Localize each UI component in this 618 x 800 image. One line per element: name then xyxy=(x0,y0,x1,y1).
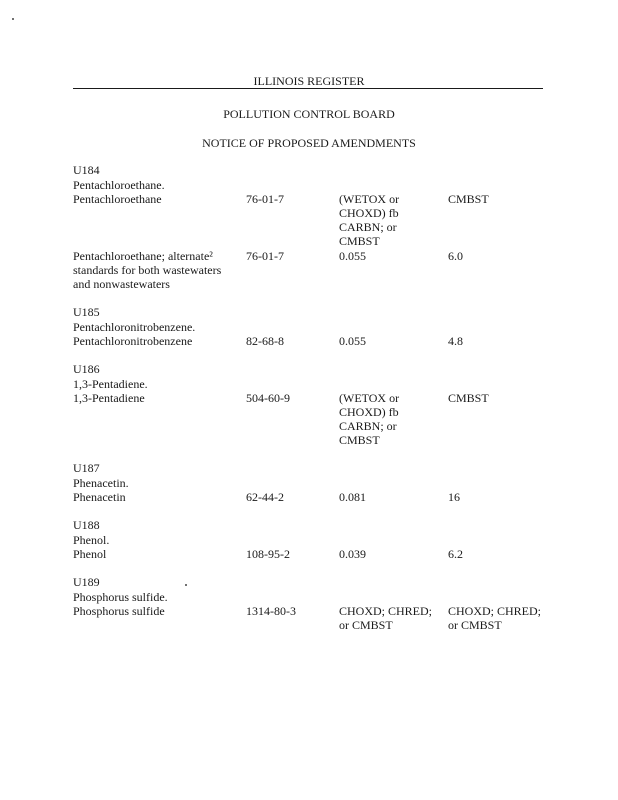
constituent-name: Phenacetin xyxy=(73,490,126,504)
nonwastewater-standard: 6.2 xyxy=(448,547,463,561)
cas-number: 504-60-9 xyxy=(246,391,290,405)
header-divider xyxy=(73,88,543,89)
wastewater-standard: (WETOX or CHOXD) fb CARBN; or CMBST xyxy=(339,192,400,248)
cas-number: 82-68-8 xyxy=(246,334,284,348)
waste-common-name: Pentachloronitrobenzene. xyxy=(73,320,196,334)
waste-common-name: Phenol. xyxy=(73,533,110,547)
waste-code: U188 xyxy=(73,518,100,532)
nonwastewater-standard: 4.8 xyxy=(448,334,463,348)
waste-common-name: Pentachloroethane. xyxy=(73,178,165,192)
waste-common-name: 1,3-Pentadiene. xyxy=(73,377,148,391)
constituent-name: Pentachloronitrobenzene xyxy=(73,334,193,348)
cas-number: 76-01-7 xyxy=(246,249,284,263)
scan-speck xyxy=(12,18,14,20)
cas-number: 62-44-2 xyxy=(246,490,284,504)
scan-speck xyxy=(185,584,187,586)
nonwastewater-standard: CMBST xyxy=(448,192,489,206)
constituent-name: 1,3-Pentadiene xyxy=(73,391,145,405)
constituent-name: Phenol xyxy=(73,547,107,561)
waste-code: U186 xyxy=(73,362,100,376)
cas-number: 108-95-2 xyxy=(246,547,290,561)
wastewater-standard: 0.055 xyxy=(339,249,366,263)
board-title: POLLUTION CONTROL BOARD xyxy=(223,107,395,121)
notice-title: NOTICE OF PROPOSED AMENDMENTS xyxy=(202,136,416,150)
constituent-name: Pentachloroethane; alternate² standards for both wastewaters and nonwastewaters xyxy=(73,249,222,291)
wastewater-standard: 0.055 xyxy=(339,334,366,348)
nonwastewater-standard: 16 xyxy=(448,490,460,504)
nonwastewater-standard: 6.0 xyxy=(448,249,463,263)
cas-number: 1314-80-3 xyxy=(246,604,296,618)
waste-code: U185 xyxy=(73,305,100,319)
wastewater-standard: 0.081 xyxy=(339,490,366,504)
nonwastewater-standard: CHOXD; CHRED; or CMBST xyxy=(448,604,542,632)
cas-number: 76-01-7 xyxy=(246,192,284,206)
nonwastewater-standard: CMBST xyxy=(448,391,489,405)
wastewater-standard: 0.039 xyxy=(339,547,366,561)
waste-code: U187 xyxy=(73,461,100,475)
waste-code: U184 xyxy=(73,163,100,177)
register-title: ILLINOIS REGISTER xyxy=(253,74,365,88)
wastewater-standard: (WETOX or CHOXD) fb CARBN; or CMBST xyxy=(339,391,400,447)
waste-common-name: Phosphorus sulfide. xyxy=(73,590,168,604)
constituent-name: Pentachloroethane xyxy=(73,192,162,206)
constituent-name: Phosphorus sulfide xyxy=(73,604,165,618)
waste-code: U189 xyxy=(73,575,100,589)
wastewater-standard: CHOXD; CHRED; or CMBST xyxy=(339,604,433,632)
waste-common-name: Phenacetin. xyxy=(73,476,129,490)
